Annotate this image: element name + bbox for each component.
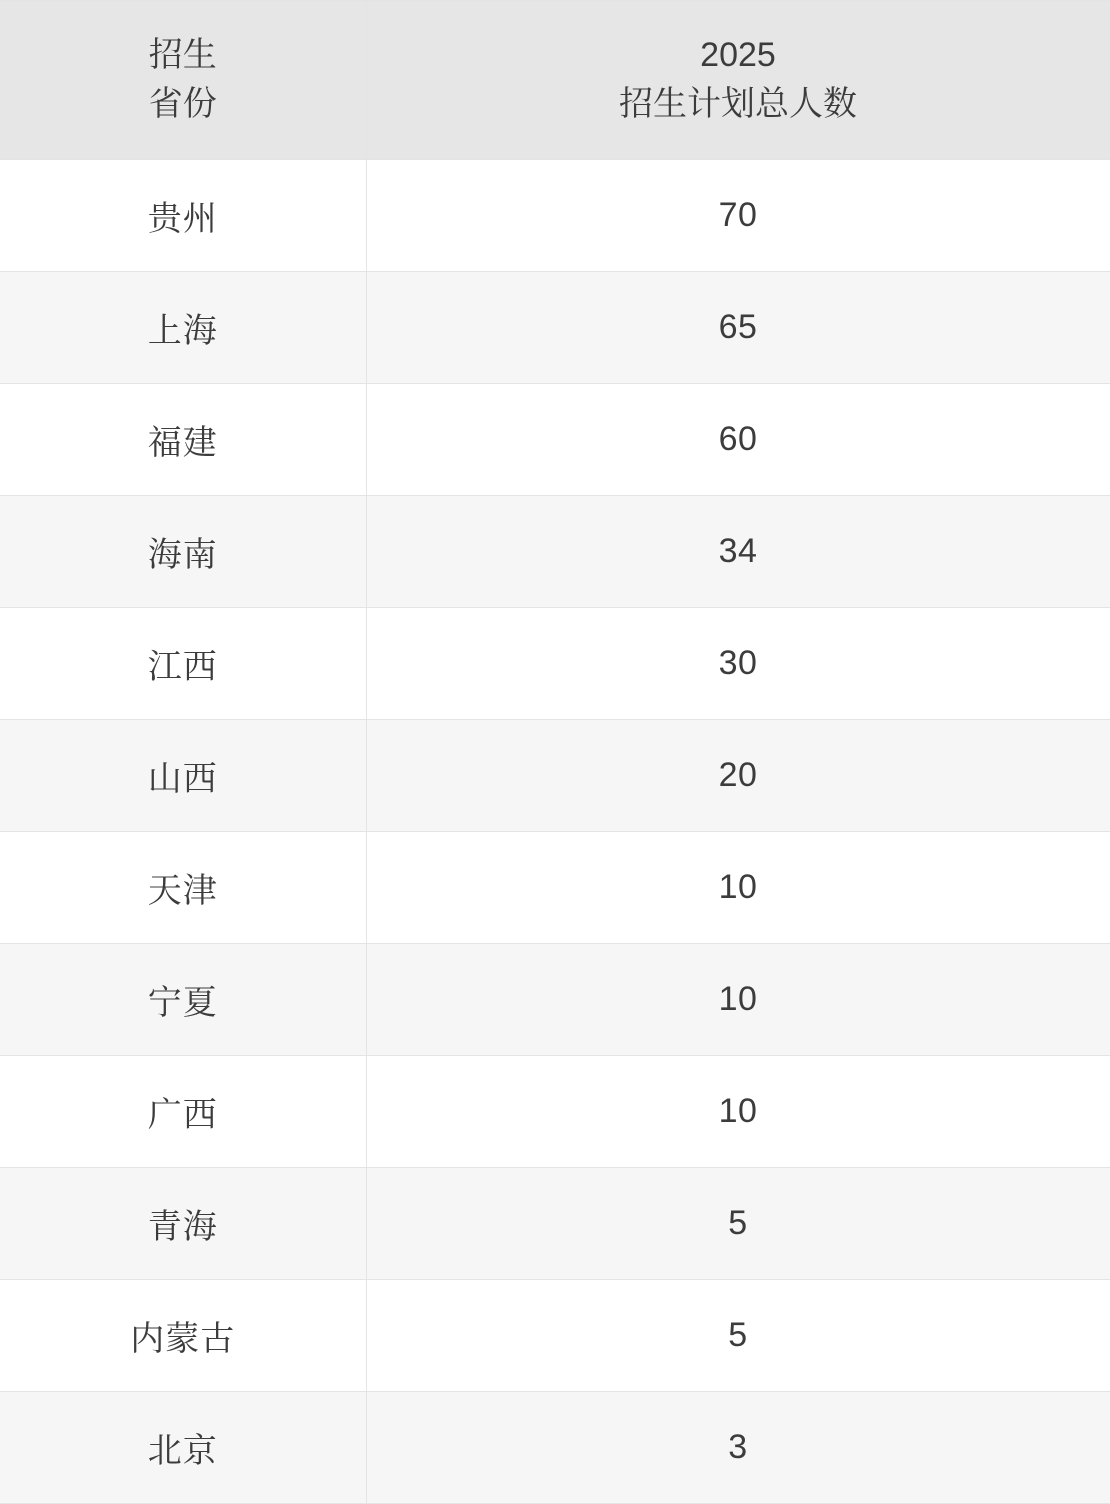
table-row <box>0 160 1110 272</box>
cell-total-plan: 10 <box>366 832 1110 944</box>
column-header-province-line2: 省份 <box>148 85 217 123</box>
cell-province: 江西 <box>0 608 366 720</box>
table-row <box>0 1280 1110 1392</box>
cell-total-plan: 10 <box>366 944 1110 1056</box>
cell-total-plan: 5 <box>366 1280 1110 1392</box>
table-row <box>0 1168 1110 1280</box>
column-header-total-plan-label: 招生计划总人数 <box>619 85 857 123</box>
column-header-total-plan <box>366 1 1110 160</box>
cell-province: 宁夏 <box>0 944 366 1056</box>
cell-total-plan: 70 <box>366 160 1110 272</box>
cell-province: 山西 <box>0 720 366 832</box>
table-row <box>0 272 1110 384</box>
table-row <box>0 720 1110 832</box>
cell-province: 青海 <box>0 1168 366 1280</box>
cell-province: 北京 <box>0 1392 366 1504</box>
column-header-province <box>0 1 366 160</box>
table-row <box>0 1056 1110 1168</box>
table-row <box>0 1392 1110 1504</box>
cell-total-plan: 65 <box>366 272 1110 384</box>
cell-province: 天津 <box>0 832 366 944</box>
table-row <box>0 944 1110 1056</box>
cell-total-plan: 10 <box>366 1056 1110 1168</box>
cell-province: 贵州 <box>0 160 366 272</box>
table-body <box>0 160 1110 1504</box>
table-row <box>0 384 1110 496</box>
cell-total-plan: 30 <box>366 608 1110 720</box>
cell-total-plan: 5 <box>366 1168 1110 1280</box>
cell-total-plan: 20 <box>366 720 1110 832</box>
cell-province: 福建 <box>0 384 366 496</box>
table-row <box>0 496 1110 608</box>
table-header-row <box>0 1 1110 160</box>
column-header-province-line1: 招生 <box>148 35 217 74</box>
cell-province: 海南 <box>0 496 366 608</box>
table-header <box>0 1 1110 160</box>
cell-province: 上海 <box>0 272 366 384</box>
cell-total-plan: 60 <box>366 384 1110 496</box>
cell-province: 内蒙古 <box>0 1280 366 1392</box>
cell-province: 广西 <box>0 1056 366 1168</box>
cell-total-plan: 34 <box>366 496 1110 608</box>
table-row <box>0 832 1110 944</box>
table-row <box>0 608 1110 720</box>
column-header-year: 2025 <box>700 35 776 74</box>
cell-total-plan: 3 <box>366 1392 1110 1504</box>
